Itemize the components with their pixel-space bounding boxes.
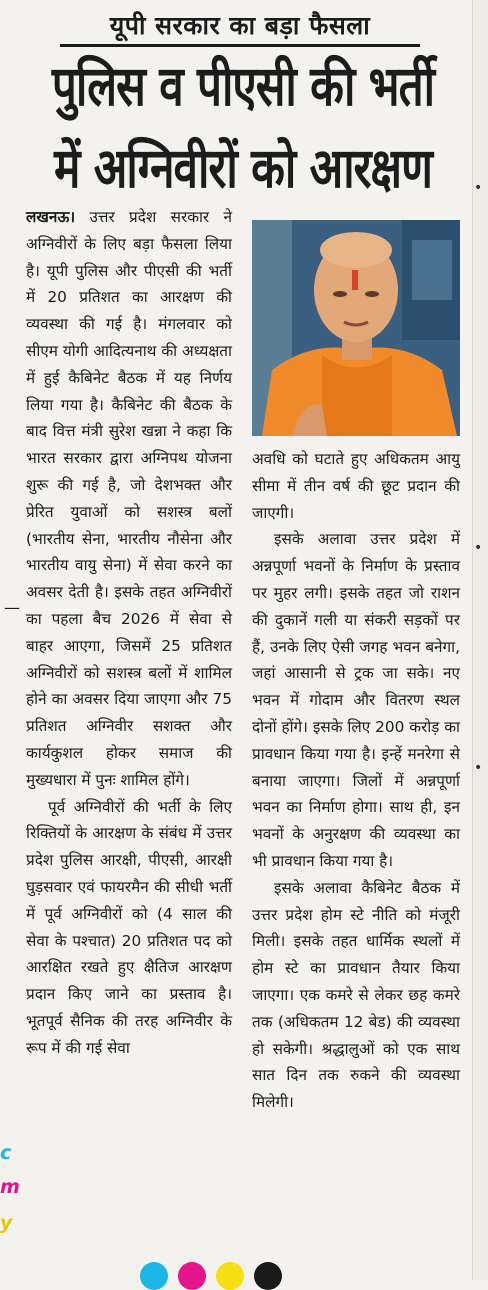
edge-glyph: •	[474, 540, 483, 556]
paragraph: पूर्व अग्निवीरों की भर्ती के लिए रिक्तियों के आरक्षण के संबंध में उत्तर प्रदेश पुलिस आरक्षी, पीएसी, आरक्षी घुड़सवार एवं फायरमैन की सीधी भर्ती में पूर्व अग्निवीरों को (4 साल की सेवा के पश्चात) 20 प्रतिशत पद को आरक्षित रखते हुए क्षैतिज आरक्षण प्रदान किए जाने का प्रस्ताव है। भूतपूर्व सैनिक की तरह अग्निवीर के रूप में की गई सेवा	[26, 797, 232, 1057]
headline-line-2: में अग्निवीरों को आरक्षण	[54, 136, 432, 201]
article-column-right	[252, 446, 460, 1116]
edge-glyph: •	[474, 180, 483, 196]
paragraph: इसके अलावा कैबिनेट बैठक में उत्तर प्रदेश होम स्टे नीति को मंजूरी मिली। इसके तहत धार्मिक स्थलों में होम स्टे का प्रावधान तैयार किया जाएगा। एक कमरे से लेकर छह कमरे तक (अधिकतम 12 बेड) की व्यवस्था हो सकेगी। श्रद्धालुओं को एक साथ सात दिन तक रुकने की व्यवस्था मिलेगी।	[252, 878, 460, 1112]
margin-dash: —	[4, 598, 20, 617]
edge-glyph: •	[474, 760, 483, 776]
portrait-illustration	[252, 220, 460, 436]
paragraph: इसके अलावा उत्तर प्रदेश में अन्नपूर्णा भवनों के निर्माण के प्रस्ताव पर मुहर लगी। इसके तहत जो राशन की दुकानें गली या संकरी सड़कों पर हैं, उनके लिए ऐसी जगह भवन बनेगा, जहां आसानी से ट्रक जा सके। नए भवन में गोदाम और वितरण स्थल दोनों होंगे। इसके लिए 200 करोड़ का प्रावधान किया गया है। इन्हें मनरेगा से बनाया जाएगा। जिलों में अन्नपूर्णा भवन का निर्माण होगा। साथ ही, इन भवनों के अनुरक्षण की व्यवस्था का भी प्रावधान किया गया है।	[252, 530, 460, 870]
registration-dot-yellow	[216, 1262, 244, 1290]
article-column-left	[26, 204, 232, 1062]
print-mark-letter: c	[0, 1142, 12, 1164]
paragraph	[26, 204, 232, 794]
registration-dot-magenta	[178, 1262, 206, 1290]
dateline: लखनऊ।	[26, 208, 76, 226]
print-mark-letter: y	[0, 1212, 13, 1234]
paragraph-text: उत्तर प्रदेश सरकार ने अग्निवीरों के लिए बड़ा फैसला लिया है। यूपी पुलिस और पीएसी की भर्ती में 20 प्रतिशत का आरक्षण की व्यवस्था की गई है। मंगलवार को सीएम योगी आदित्यनाथ की अध्यक्षता में हुई कैबिनेट बैठक में यह निर्णय लिया गया है। कैबिनेट की बैठक के बाद वित्त मंत्री सुरेश खन्ना ने कहा कि भारत सरकार द्वारा अग्निपथ योजना शुरू की गई है, जो देशभक्त और प्रेरित युवाओं को सशस्त्र बलों (भारतीय सेना, भारतीय नौसेना और भारतीय वायु सेना) में सेवा करने का अवसर देती है। इसके तहत अग्निवीरों का पहला बैच 2026 में सेवा से बाहर आएगा, जिसमें 25 प्रतिशत अग्निवीरों को सशस्त्र बलों में शामिल होने का अवसर दिया जाएगा और 75 प्रतिशत अग्निवीर सशक्त और कार्यकुशल होकर समाज की मुख्यधारा में पुनः शामिल होंगे।	[26, 208, 232, 789]
paragraph: अवधि को घटाते हुए अधिकतम आयु सीमा में तीन वर्ष की छूट प्रदान की जाएगी।	[252, 450, 460, 522]
headline-line-1: पुलिस व पीएसी की भर्ती	[51, 54, 435, 119]
article-kicker: यूपी सरकार का बड़ा फैसला	[60, 8, 420, 47]
registration-dot-cyan	[140, 1262, 168, 1290]
print-mark-letter: m	[0, 1176, 20, 1198]
registration-dot-black	[254, 1262, 282, 1290]
news-photo	[252, 220, 460, 436]
